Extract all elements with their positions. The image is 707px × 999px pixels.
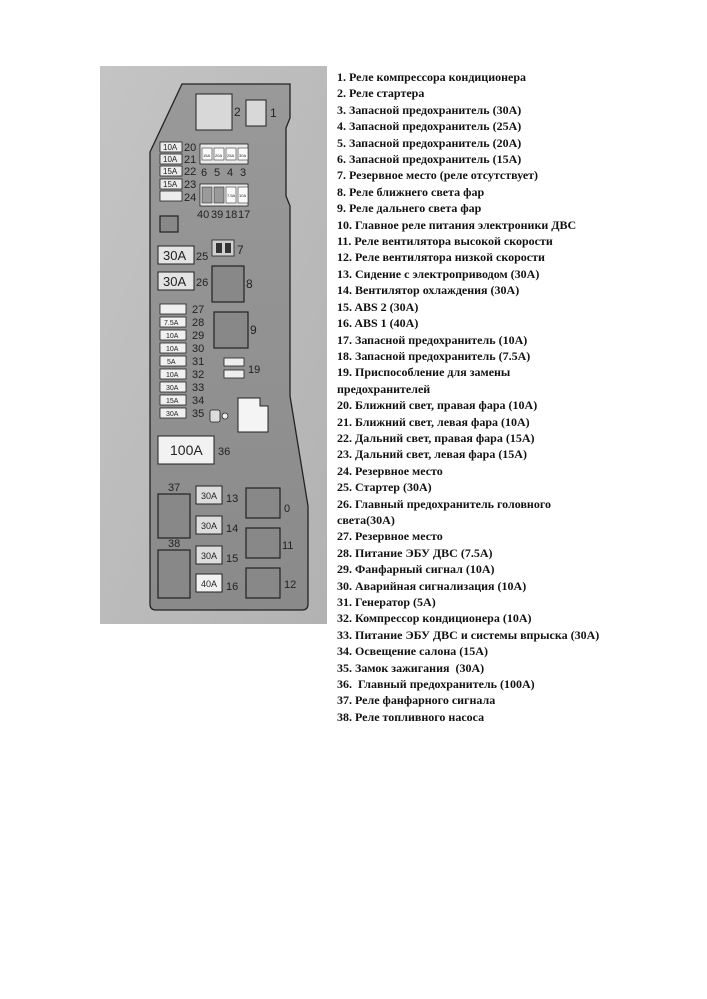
legend-item: 13. Сидение с электроприводом (30А) xyxy=(337,266,540,281)
svg-text:15A: 15A xyxy=(163,180,178,189)
svg-text:36: 36 xyxy=(218,446,231,458)
mini-fuse-31-amps: 5A xyxy=(167,359,176,366)
legend-item: 34. Освещение салона (15А) xyxy=(337,644,488,659)
svg-text:30A: 30A xyxy=(201,491,218,501)
fuse-box-diagram xyxy=(100,66,327,624)
legend-item: 24. Резервное место xyxy=(337,463,443,478)
relay-38 xyxy=(158,550,190,598)
relay-10-number: 0 xyxy=(284,503,291,515)
legend-item: 22. Дальний свет, правая фара (15А) xyxy=(337,430,535,445)
spare-fuse-6-amps: 15A xyxy=(203,153,211,158)
legend-item: 5. Запасной предохранитель (20А) xyxy=(337,135,522,150)
spare-fuse-5-number: 5 xyxy=(214,167,221,179)
svg-text:14: 14 xyxy=(226,523,239,535)
legend-item: 6. Запасной предохранитель (15А) xyxy=(337,152,522,167)
legend-item: 16. ABS 1 (40А) xyxy=(337,316,419,331)
mini-fuse-32-amps: 10A xyxy=(166,372,179,379)
svg-text:15A: 15A xyxy=(163,167,178,176)
legend-item: 9. Реле дальнего света фар xyxy=(337,201,482,216)
legend-item: 1. Реле компрессора кондиционера xyxy=(337,70,527,84)
spare-fuse-39-number: 39 xyxy=(211,209,224,221)
legend-item: 28. Питание ЭБУ ДВС (7.5А) xyxy=(337,545,493,560)
legend-item: 35. Замок зажигания (30А) xyxy=(337,660,485,675)
legend-item: 12. Реле вентилятора низкой скорости xyxy=(337,250,545,265)
legend-item: 21. Ближний свет, левая фара (10А) xyxy=(337,414,530,429)
relay-10 xyxy=(246,488,280,518)
svg-text:40A: 40A xyxy=(201,579,218,589)
svg-text:16: 16 xyxy=(226,581,239,593)
mini-fuse-31-number: 31 xyxy=(192,356,205,368)
svg-text:22: 22 xyxy=(184,166,197,178)
spare-fuse-40-number: 40 xyxy=(197,209,210,221)
legend-item: 33. Питание ЭБУ ДВС и системы впрыска (30А) xyxy=(337,627,600,642)
legend-item: 38. Реле топливного насоса xyxy=(337,709,485,724)
relay-37 xyxy=(158,494,190,538)
relay-2-number: 2 xyxy=(234,105,241,119)
fuse-22 xyxy=(160,166,196,178)
svg-text:25: 25 xyxy=(196,251,209,263)
spare-fuse-17-number: 17 xyxy=(238,209,251,221)
spare-fuse-3-number: 3 xyxy=(240,167,247,179)
mini-fuse-33-number: 33 xyxy=(192,382,205,394)
relay-7-slot xyxy=(212,240,244,257)
relay-9 xyxy=(214,312,248,348)
legend-item: 30. Аварийная сигнализация (10А) xyxy=(337,578,527,593)
spare-fuse-5-amps: 20A xyxy=(215,153,223,158)
spare-fuse-3-amps: 30A xyxy=(239,153,247,158)
relay-12-number: 12 xyxy=(284,579,297,591)
fuse-puller-19-number: 19 xyxy=(248,364,261,376)
legend-item: 4. Запасной предохранитель (25А) xyxy=(337,119,522,134)
relay-11-number: 11 xyxy=(282,540,294,552)
legend-item: 2. Реле стартера xyxy=(337,86,425,101)
svg-text:23: 23 xyxy=(184,179,197,191)
fuse-21 xyxy=(160,154,196,166)
relay-12 xyxy=(246,568,280,598)
mini-fuse-34-amps: 15A xyxy=(166,398,179,405)
relay-1 xyxy=(246,100,266,126)
mini-fuse-35-number: 35 xyxy=(192,408,205,420)
fuse-box-svg xyxy=(100,66,327,624)
legend-item: 18. Запасной предохранитель (7.5А) xyxy=(337,348,531,363)
fuse-20 xyxy=(160,142,196,154)
relay-8 xyxy=(212,266,244,302)
svg-text:30A: 30A xyxy=(201,551,218,561)
mini-fuse-27-number: 27 xyxy=(192,304,205,316)
svg-text:10A: 10A xyxy=(163,143,178,152)
legend-item: 11. Реле вентилятора высокой скорости xyxy=(337,234,553,249)
relay-37-number: 37 xyxy=(168,482,181,494)
mini-fuse-stack xyxy=(160,304,204,420)
legend-item: 31. Генератор (5А) xyxy=(337,595,436,609)
svg-text:30A: 30A xyxy=(163,248,187,263)
relay-1-number: 1 xyxy=(270,106,277,120)
legend-item: 20. Ближний свет, правая фара (10А) xyxy=(337,398,538,413)
legend-item: 29. Фанфарный сигнал (10А) xyxy=(337,562,495,577)
svg-text:21: 21 xyxy=(184,154,197,166)
spare-fuse-4-amps: 25A xyxy=(227,153,235,158)
legend-item: 36. Главный предохранитель (100А) xyxy=(337,677,535,692)
legend-item: 25. Стартер (30А) xyxy=(337,480,432,495)
legend-item: 3. Запасной предохранитель (30А) xyxy=(337,102,522,117)
svg-text:30A: 30A xyxy=(163,274,187,289)
mini-fuse-33-amps: 30A xyxy=(166,385,179,392)
mini-fuse-30-amps: 10A xyxy=(166,346,179,353)
legend-item: 10. Главное реле питания электроники ДВС xyxy=(337,217,577,232)
fuse-legend-list xyxy=(337,69,697,725)
svg-text:26: 26 xyxy=(196,277,209,289)
legend-item: 19. Приспособление для замены предохранителей xyxy=(337,365,511,396)
svg-text:100A: 100A xyxy=(170,442,203,458)
mini-fuse-34-number: 34 xyxy=(192,395,205,407)
svg-text:10A: 10A xyxy=(163,155,178,164)
mini-fuse-28-amps: 7.5A xyxy=(164,320,179,327)
spare-fuse-18-number: 18 xyxy=(225,209,238,221)
small-relay-block xyxy=(160,216,178,232)
legend-item: 14. Вентилятор охлаждения (30А) xyxy=(337,283,520,298)
svg-text:13: 13 xyxy=(226,493,239,505)
spare-fuse-4-number: 4 xyxy=(227,167,234,179)
spare-fuse-6-number: 6 xyxy=(201,167,208,179)
mini-fuse-32-number: 32 xyxy=(192,369,205,381)
spare-fuse-18-amps: 7.5A xyxy=(227,193,236,198)
svg-text:24: 24 xyxy=(184,192,197,204)
relay-9-number: 9 xyxy=(250,323,257,337)
relay-11 xyxy=(246,528,280,558)
spare-fuse-17-amps: 10A xyxy=(239,193,247,198)
svg-text:20: 20 xyxy=(184,142,197,154)
legend-item: 37. Реле фанфарного сигнала xyxy=(337,693,496,708)
mini-fuse-28-number: 28 xyxy=(192,317,205,329)
mini-fuse-35-amps: 30A xyxy=(166,411,179,418)
mini-fuse-29-amps: 10A xyxy=(166,333,179,340)
fuse-23 xyxy=(160,179,196,191)
legend-item: 32. Компрессор кондиционера (10А) xyxy=(337,611,532,626)
relay-7-number: 7 xyxy=(237,243,244,257)
mini-fuse-30-number: 30 xyxy=(192,343,205,355)
svg-text:30A: 30A xyxy=(201,521,218,531)
relay-38-number: 38 xyxy=(168,538,181,550)
relay-8-number: 8 xyxy=(246,277,253,291)
legend-item: 7. Резервное место (реле отсутствует) xyxy=(337,168,539,183)
legend-item: 8. Реле ближнего света фар xyxy=(337,184,485,199)
legend-item: 27. Резервное место xyxy=(337,529,443,544)
svg-text:15: 15 xyxy=(226,553,239,565)
legend-item: 17. Запасной предохранитель (10А) xyxy=(337,332,528,347)
relay-2 xyxy=(196,94,232,130)
legend-item: 26. Главный предохранитель головного света(30А) xyxy=(337,496,551,527)
legend-item: 15. ABS 2 (30А) xyxy=(337,299,419,314)
mini-fuse-29-number: 29 xyxy=(192,330,205,342)
legend-item: 23. Дальний свет, левая фара (15А) xyxy=(337,447,527,462)
